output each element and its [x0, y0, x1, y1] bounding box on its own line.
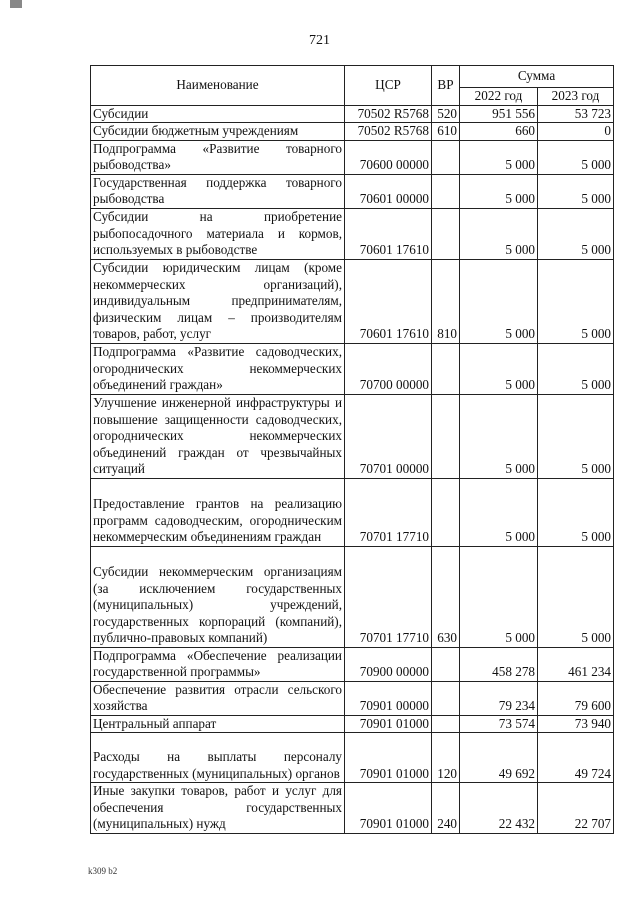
row-sum-2023-cell: 5 000	[538, 546, 614, 647]
row-sum-2023-cell: 49 724	[538, 733, 614, 783]
row-sum-2023-cell: 5 000	[538, 174, 614, 208]
row-name-cell: Субсидии некоммерческим организациям (за исключением государственных (муниципальных) учреждений, государственных корпораций (компаний), публично-правовых компаний)	[91, 546, 345, 647]
row-csr-cell: 70700 00000	[345, 343, 432, 394]
footer-code: k309 b2	[88, 866, 118, 876]
table-row	[91, 394, 614, 478]
row-sum-2023-cell: 5 000	[538, 478, 614, 546]
scan-corner-mark	[10, 0, 22, 8]
row-sum-2023-cell: 22 707	[538, 783, 614, 834]
row-sum-2023-cell: 5 000	[538, 394, 614, 478]
row-name-cell: Улучшение инженерной инфраструктуры и повышение защищенности садоводческих, огороднических некоммерческих объединений граждан от чрезвычайных ситуаций	[91, 394, 345, 478]
row-name-cell: Центральный аппарат	[91, 715, 345, 733]
row-sum-2022-cell: 458 278	[460, 647, 538, 681]
table-row	[91, 478, 614, 546]
table-body	[91, 105, 614, 833]
row-csr-cell: 70901 01000	[345, 733, 432, 783]
row-sum-2023-cell: 53 723	[538, 105, 614, 123]
table-row	[91, 715, 614, 733]
row-name-cell: Субсидии на приобретение рыбопосадочного материала и кормов, используемых в рыбоводстве	[91, 208, 345, 259]
row-vr-cell	[432, 343, 460, 394]
row-sum-2022-cell: 22 432	[460, 783, 538, 834]
table-row	[91, 208, 614, 259]
row-sum-2022-cell: 5 000	[460, 343, 538, 394]
row-sum-2023-cell: 5 000	[538, 343, 614, 394]
row-sum-2023-cell: 79 600	[538, 681, 614, 715]
row-sum-2022-cell: 951 556	[460, 105, 538, 123]
row-name-cell: Подпрограмма «Обеспечение реализации государственной программы»	[91, 647, 345, 681]
row-sum-2023-cell: 73 940	[538, 715, 614, 733]
row-name-cell: Субсидии бюджетным учреждениям	[91, 123, 345, 141]
row-vr-cell	[432, 394, 460, 478]
row-name-cell: Государственная поддержка товарного рыбоводства	[91, 174, 345, 208]
row-sum-2022-cell: 5 000	[460, 174, 538, 208]
row-vr-cell	[432, 208, 460, 259]
row-sum-2022-cell: 5 000	[460, 394, 538, 478]
row-csr-cell: 70601 17610	[345, 259, 432, 343]
header-sum: Сумма	[460, 66, 614, 88]
row-sum-2022-cell: 73 574	[460, 715, 538, 733]
row-name-cell: Субсидии	[91, 105, 345, 123]
row-csr-cell: 70502 R5768	[345, 105, 432, 123]
header-year-2023: 2023 год	[538, 88, 614, 106]
row-sum-2022-cell: 49 692	[460, 733, 538, 783]
row-vr-cell	[432, 174, 460, 208]
row-csr-cell: 70901 00000	[345, 681, 432, 715]
row-name-cell: Иные закупки товаров, работ и услуг для обеспечения государственных (муниципальных) нужд	[91, 783, 345, 834]
row-csr-cell: 70600 00000	[345, 140, 432, 174]
table-row	[91, 647, 614, 681]
table-row	[91, 783, 614, 834]
row-sum-2022-cell: 5 000	[460, 478, 538, 546]
row-vr-cell	[432, 715, 460, 733]
row-name-cell: Предоставление грантов на реализацию программ садоводческим, огородническим некоммерческим объединениям граждан	[91, 478, 345, 546]
row-sum-2022-cell: 5 000	[460, 259, 538, 343]
row-name-cell: Расходы на выплаты персоналу государственных (муниципальных) органов	[91, 733, 345, 783]
row-sum-2023-cell: 5 000	[538, 140, 614, 174]
row-vr-cell	[432, 478, 460, 546]
table-row	[91, 259, 614, 343]
row-sum-2023-cell: 5 000	[538, 259, 614, 343]
table-row	[91, 681, 614, 715]
table-row	[91, 123, 614, 141]
header-name: Наименование	[91, 66, 345, 106]
budget-table	[90, 65, 614, 834]
table-row	[91, 733, 614, 783]
table-row	[91, 546, 614, 647]
header-csr: ЦСР	[345, 66, 432, 106]
table-row	[91, 174, 614, 208]
row-csr-cell: 70601 00000	[345, 174, 432, 208]
row-csr-cell: 70502 R5768	[345, 123, 432, 141]
row-csr-cell: 70701 17710	[345, 478, 432, 546]
page-number: 721	[309, 33, 330, 48]
row-csr-cell: 70900 00000	[345, 647, 432, 681]
row-csr-cell: 70701 17710	[345, 546, 432, 647]
row-sum-2023-cell: 461 234	[538, 647, 614, 681]
row-sum-2023-cell: 0	[538, 123, 614, 141]
row-name-cell: Подпрограмма «Развитие садоводческих, огороднических некоммерческих объединений граждан»	[91, 343, 345, 394]
row-vr-cell	[432, 140, 460, 174]
table-row	[91, 343, 614, 394]
row-sum-2023-cell: 5 000	[538, 208, 614, 259]
row-sum-2022-cell: 5 000	[460, 546, 538, 647]
row-sum-2022-cell: 660	[460, 123, 538, 141]
row-name-cell: Подпрограмма «Развитие товарного рыбоводства»	[91, 140, 345, 174]
row-sum-2022-cell: 5 000	[460, 140, 538, 174]
row-vr-cell: 630	[432, 546, 460, 647]
row-vr-cell: 810	[432, 259, 460, 343]
row-vr-cell: 120	[432, 733, 460, 783]
row-csr-cell: 70701 00000	[345, 394, 432, 478]
table-row	[91, 105, 614, 123]
row-vr-cell	[432, 681, 460, 715]
row-name-cell: Обеспечение развития отрасли сельского хозяйства	[91, 681, 345, 715]
table-row	[91, 140, 614, 174]
row-vr-cell: 520	[432, 105, 460, 123]
row-sum-2022-cell: 5 000	[460, 208, 538, 259]
row-sum-2022-cell: 79 234	[460, 681, 538, 715]
row-csr-cell: 70901 01000	[345, 715, 432, 733]
row-csr-cell: 70601 17610	[345, 208, 432, 259]
row-vr-cell	[432, 647, 460, 681]
row-vr-cell: 610	[432, 123, 460, 141]
row-csr-cell: 70901 01000	[345, 783, 432, 834]
header-vr: ВР	[432, 66, 460, 106]
row-vr-cell: 240	[432, 783, 460, 834]
header-year-2022: 2022 год	[460, 88, 538, 106]
row-name-cell: Субсидии юридическим лицам (кроме некоммерческих организаций), индивидуальным предпринимателям, физическим лицам – производителям товаров, работ, услуг	[91, 259, 345, 343]
